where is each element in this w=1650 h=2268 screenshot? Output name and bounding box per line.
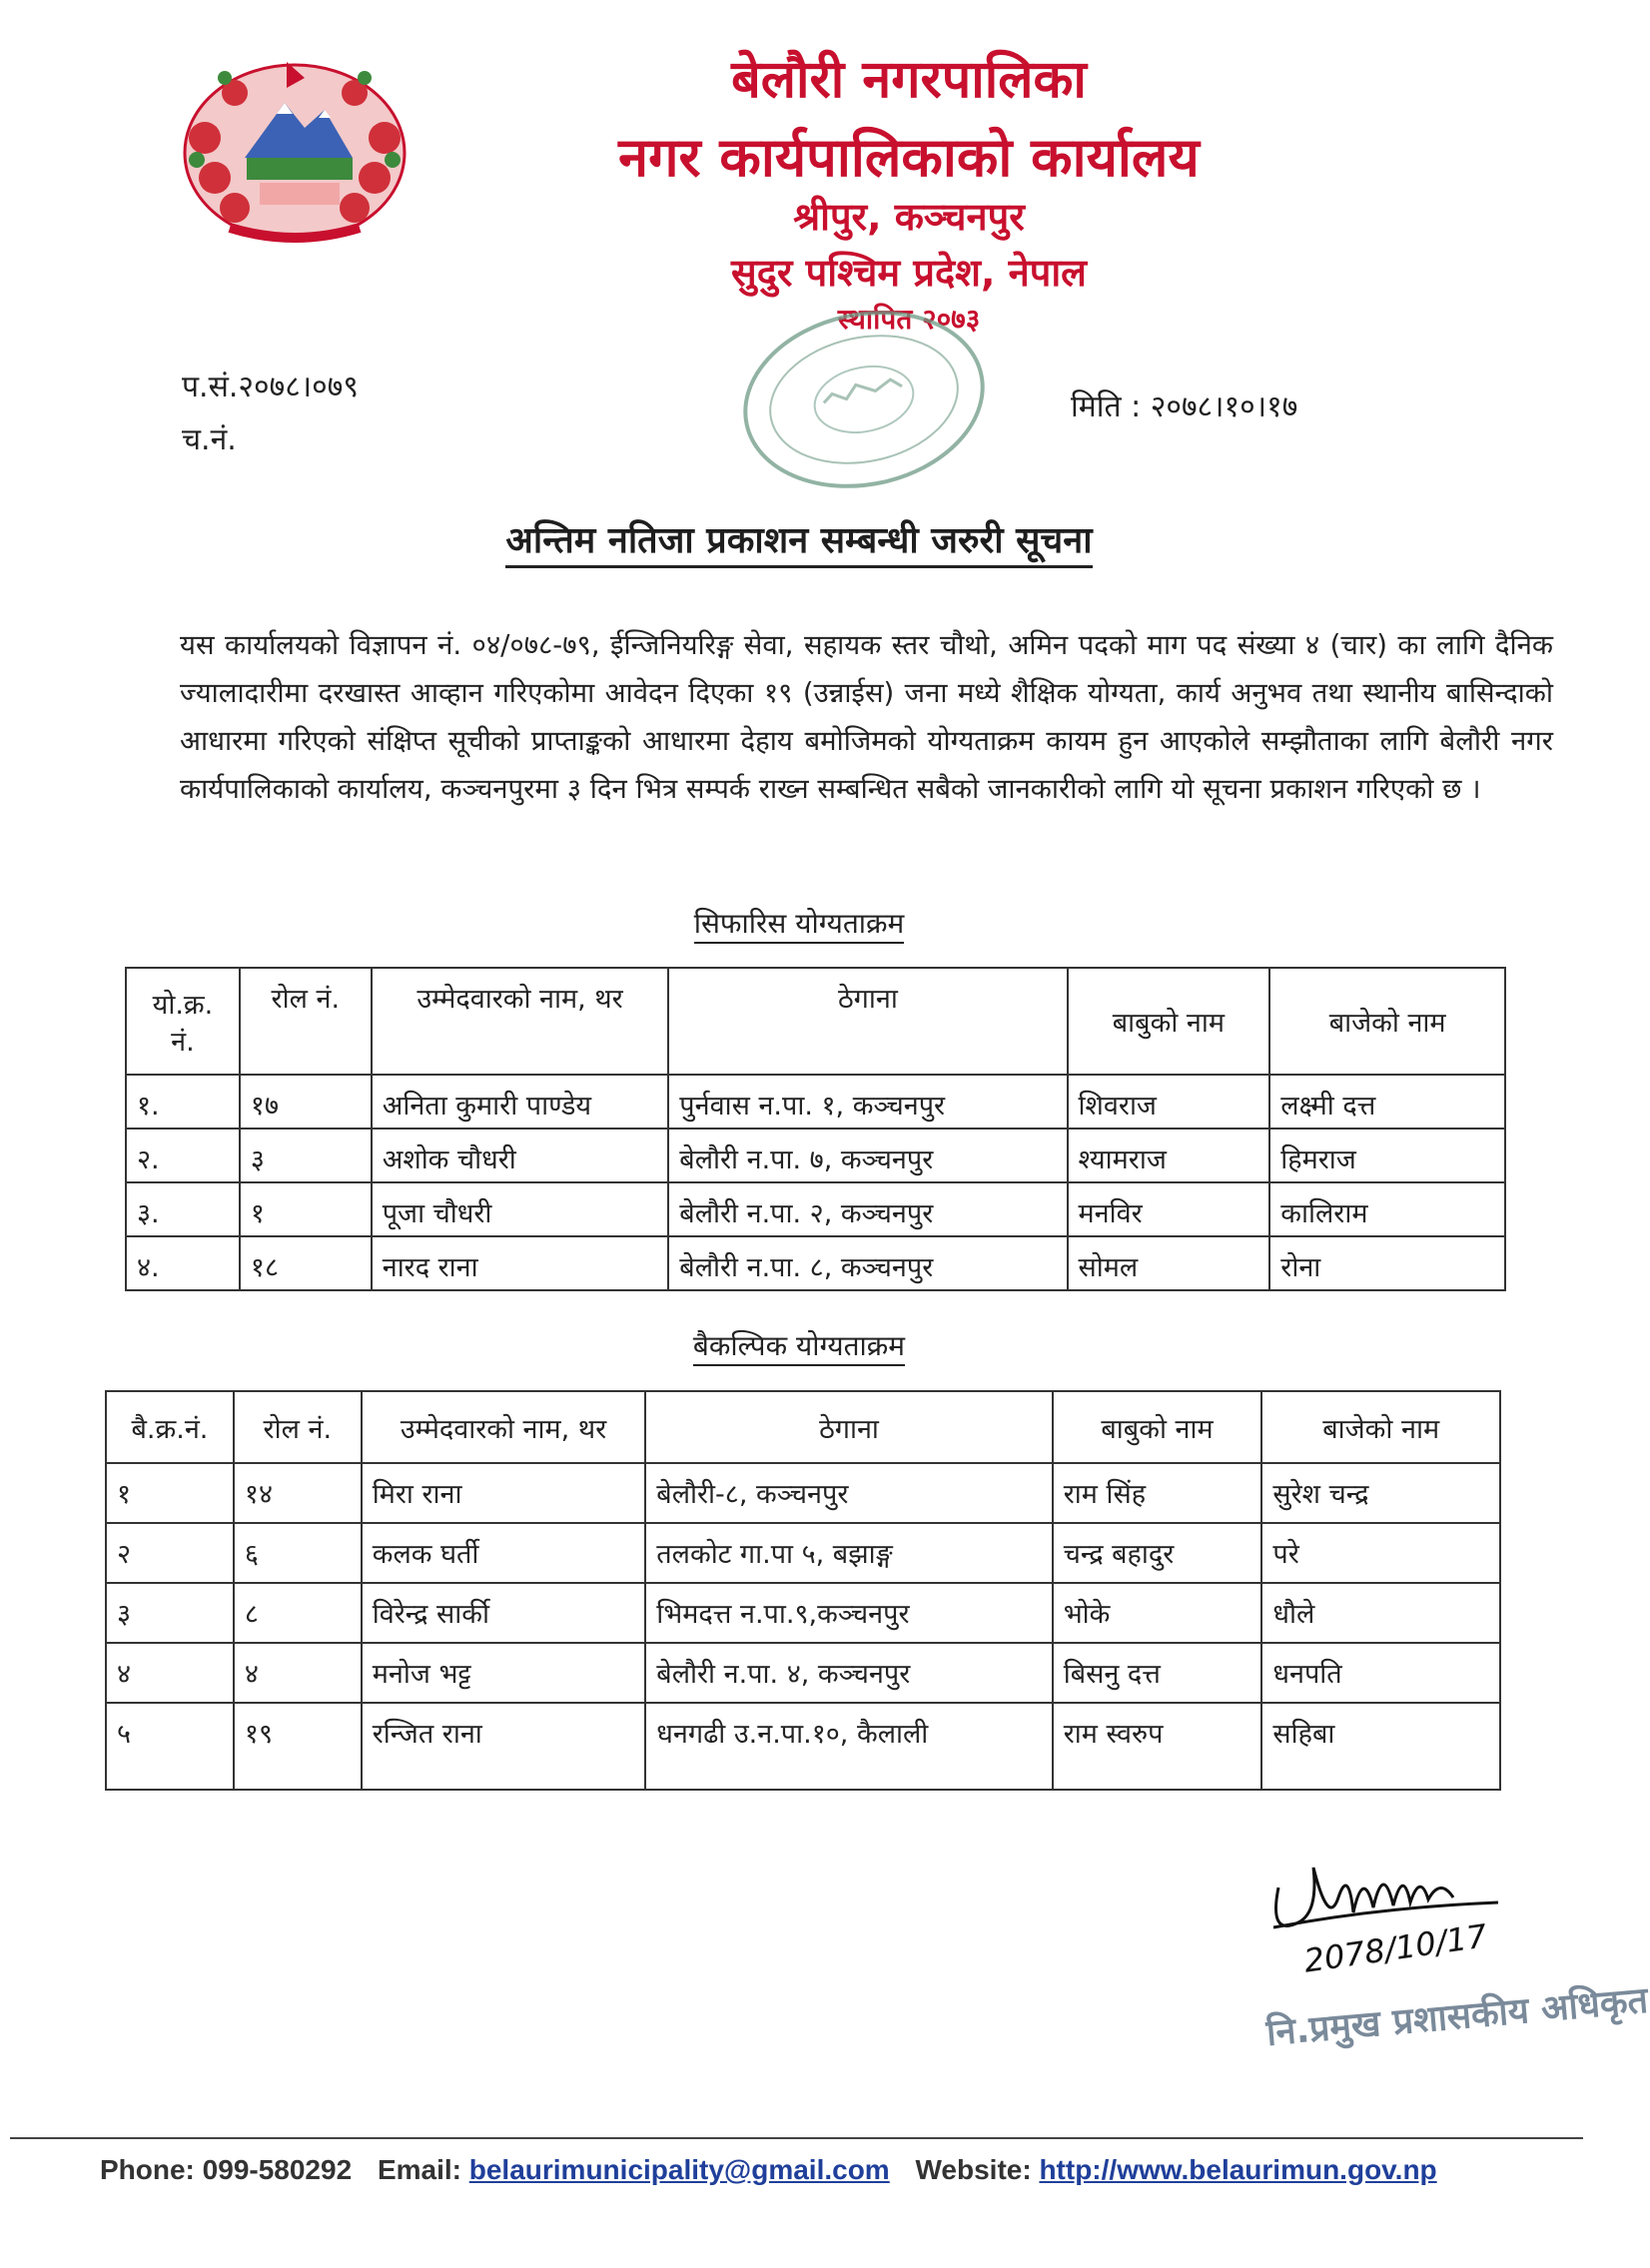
- cell-address: बेलौरी न.पा. ४, कञ्चनपुर: [645, 1643, 1052, 1703]
- cell-grandfather: सुरेश चन्द्र: [1261, 1463, 1500, 1523]
- municipality-name: बेलौरी नगरपालिका: [731, 50, 1087, 110]
- col-grandfather-header: बाजेको नाम: [1261, 1391, 1500, 1463]
- cell-name: मनोज भट्ट: [362, 1643, 646, 1703]
- cell-grandfather: सहिबा: [1261, 1703, 1500, 1790]
- cell-address: तलकोट गा.पा ५, बझाङ्ग: [645, 1523, 1052, 1583]
- cell-name: नारद राना: [372, 1236, 669, 1290]
- cell-serial: १: [106, 1463, 234, 1523]
- cell-address: बेलौरी-८, कञ्चनपुर: [645, 1463, 1052, 1523]
- alternate-list-title: [0, 1326, 1598, 1364]
- cell-father: मनविर: [1068, 1182, 1270, 1236]
- col-address-header: ठेगाना: [645, 1391, 1052, 1463]
- cell-roll: १: [240, 1182, 372, 1236]
- cell-address: बेलौरी न.पा. ७, कञ्चनपुर: [668, 1129, 1067, 1182]
- cell-grandfather: लक्ष्मी दत्त: [1269, 1075, 1505, 1129]
- phone-label: Phone:: [100, 2154, 195, 2185]
- cell-name: कलक घर्ती: [362, 1523, 646, 1583]
- cell-father: श्यामराज: [1068, 1129, 1270, 1182]
- col-name-header: उम्मेदवारको नाम, थर: [372, 968, 669, 1075]
- cell-address: बेलौरी न.पा. २, कञ्चनपुर: [668, 1182, 1067, 1236]
- email-label: Email:: [377, 2154, 461, 2185]
- col-name-header: उम्मेदवारको नाम, थर: [362, 1391, 646, 1463]
- cell-address: भिमदत्त न.पा.९,कञ्चनपुर: [645, 1583, 1052, 1643]
- recommended-list-title: [0, 904, 1598, 942]
- signatory-designation: नि.प्रमुख प्रशासकीय अधिकृत: [1264, 1979, 1650, 2054]
- table-row: [126, 1182, 1505, 1236]
- cell-grandfather: रोना: [1269, 1236, 1505, 1290]
- col-serial-header: यो.क्र. नं.: [126, 968, 240, 1075]
- dispatch-number: च.नं.: [182, 422, 237, 457]
- office-name: नगर कार्यपालिकाको कार्यालय: [618, 126, 1200, 189]
- office-location: श्रीपुर, कञ्चनपुर: [793, 195, 1025, 239]
- cell-father: बिसनु दत्त: [1053, 1643, 1262, 1703]
- notice-body: यस कार्यालयको विज्ञापन नं. ०४/०७८-७९, ईन्जिनियरिङ्ग सेवा, सहायक स्तर चौथो, अमिन पदको माग पद संख्या ४ (चार) का लागि दैनिक ज्यालादारीमा दरखास्त आव्हान गरिएकोमा आवेदन दिएका १९ (उन्नाईस) जना मध्ये शैक्षिक योग्यता, कार्य अनुभव तथा स्थानीय बासिन्दाको आधारमा गरिएको संक्षिप्त सूचीको प्राप्ताङ्कको आधारमा देहाय बमोजिमको योग्यताक्रम कायम हुन आएकोले सम्झौताका लागि बेलौरी नगर कार्यपालिकाको कार्यालय, कञ्चनपुरमा ३ दिन भित्र सम्पर्क राख्न सम्बन्धित सबैको जानकारीको लागि यो सूचना प्रकाशन गरिएको छ ।: [180, 629, 1553, 805]
- cell-roll: १९: [234, 1703, 362, 1790]
- recommended-table: [125, 967, 1506, 1291]
- notice-date: मिति : २०७८।१०।१७: [1071, 389, 1298, 424]
- col-address-header: ठेगाना: [668, 968, 1067, 1075]
- recommended-list-title-text: सिफारिस योग्यताक्रम: [694, 907, 905, 944]
- cell-name: मिरा राना: [362, 1463, 646, 1523]
- cell-roll: ८: [234, 1583, 362, 1643]
- cell-roll: १४: [234, 1463, 362, 1523]
- col-father-header: बाबुको नाम: [1053, 1391, 1262, 1463]
- notice-title: [0, 514, 1598, 563]
- cell-address: धनगढी उ.न.पा.१०, कैलाली: [645, 1703, 1052, 1790]
- col-serial-header: बै.क्र.नं.: [106, 1391, 234, 1463]
- cell-grandfather: परे: [1261, 1523, 1500, 1583]
- cell-father: चन्द्र बहादुर: [1053, 1523, 1262, 1583]
- established-year: स्थापित २०७३: [837, 303, 981, 336]
- cell-address: पुर्नवास न.पा. १, कञ्चनपुर: [668, 1075, 1067, 1129]
- cell-serial: ४.: [126, 1236, 240, 1290]
- cell-serial: २.: [126, 1129, 240, 1182]
- cell-name: पूजा चौधरी: [372, 1182, 669, 1236]
- cell-father: भोके: [1053, 1583, 1262, 1643]
- cell-serial: ३.: [126, 1182, 240, 1236]
- province-name: सुदुर पश्चिम प्रदेश, नेपाल: [731, 251, 1087, 295]
- cell-father: सोमल: [1068, 1236, 1270, 1290]
- table-row: [106, 1703, 1500, 1790]
- cell-roll: १८: [240, 1236, 372, 1290]
- reference-number: प.सं.२०७८।०७९: [182, 370, 359, 404]
- col-roll-header: रोल नं.: [240, 968, 372, 1075]
- official-stamp: [729, 300, 999, 499]
- cell-grandfather: धौले: [1261, 1583, 1500, 1643]
- table-row: [106, 1463, 1500, 1523]
- alternate-table: [105, 1390, 1501, 1791]
- table-row: [126, 1236, 1505, 1290]
- table-row: [126, 1075, 1505, 1129]
- col-grandfather-header: बाजेको नाम: [1269, 968, 1505, 1075]
- col-roll-header: रोल नं.: [234, 1391, 362, 1463]
- cell-father: राम स्वरुप: [1053, 1703, 1262, 1790]
- cell-name: विरेन्द्र सार्की: [362, 1583, 646, 1643]
- phone-number: 099-580292: [202, 2154, 353, 2185]
- cell-grandfather: धनपति: [1261, 1643, 1500, 1703]
- notice-title-text: अन्तिम नतिजा प्रकाशन सम्बन्धी जरुरी सूचना: [505, 520, 1092, 568]
- signature-icon: [1258, 1828, 1518, 1997]
- cell-roll: १७: [240, 1075, 372, 1129]
- cell-father: राम सिंह: [1053, 1463, 1262, 1523]
- cell-serial: ४: [106, 1643, 234, 1703]
- cell-serial: १.: [126, 1075, 240, 1129]
- table-header-row: [126, 968, 1505, 1075]
- table-row: [126, 1129, 1505, 1182]
- cell-name: अनिता कुमारी पाण्डेय: [372, 1075, 669, 1129]
- alternate-list-title-text: बैकल्पिक योग्यताक्रम: [693, 1329, 905, 1366]
- email-link[interactable]: belaurimunicipality@gmail.com: [468, 2154, 890, 2185]
- cell-roll: ३: [240, 1129, 372, 1182]
- table-row: [106, 1583, 1500, 1643]
- cell-name: अशोक चौधरी: [372, 1129, 669, 1182]
- cell-roll: ६: [234, 1523, 362, 1583]
- cell-grandfather: कालिराम: [1269, 1182, 1505, 1236]
- nepal-emblem-icon: [175, 48, 414, 248]
- website-link[interactable]: http://www.belaurimun.gov.np: [1039, 2154, 1437, 2185]
- cell-name: रन्जित राना: [362, 1703, 646, 1790]
- cell-grandfather: हिमराज: [1269, 1129, 1505, 1182]
- cell-serial: ३: [106, 1583, 234, 1643]
- footer-divider: [10, 2137, 1583, 2139]
- cell-serial: २: [106, 1523, 234, 1583]
- col-father-header: बाबुको नाम: [1068, 968, 1270, 1075]
- footer-contact: [100, 2154, 1437, 2186]
- cell-serial: ५: [106, 1703, 234, 1790]
- cell-father: शिवराज: [1068, 1075, 1270, 1129]
- signature-date: 2078/10/17: [1301, 1916, 1490, 1980]
- table-row: [106, 1523, 1500, 1583]
- website-label: Website:: [915, 2154, 1032, 2185]
- table-row: [106, 1643, 1500, 1703]
- cell-roll: ४: [234, 1643, 362, 1703]
- cell-address: बेलौरी न.पा. ८, कञ्चनपुर: [668, 1236, 1067, 1290]
- table-header-row: [106, 1391, 1500, 1463]
